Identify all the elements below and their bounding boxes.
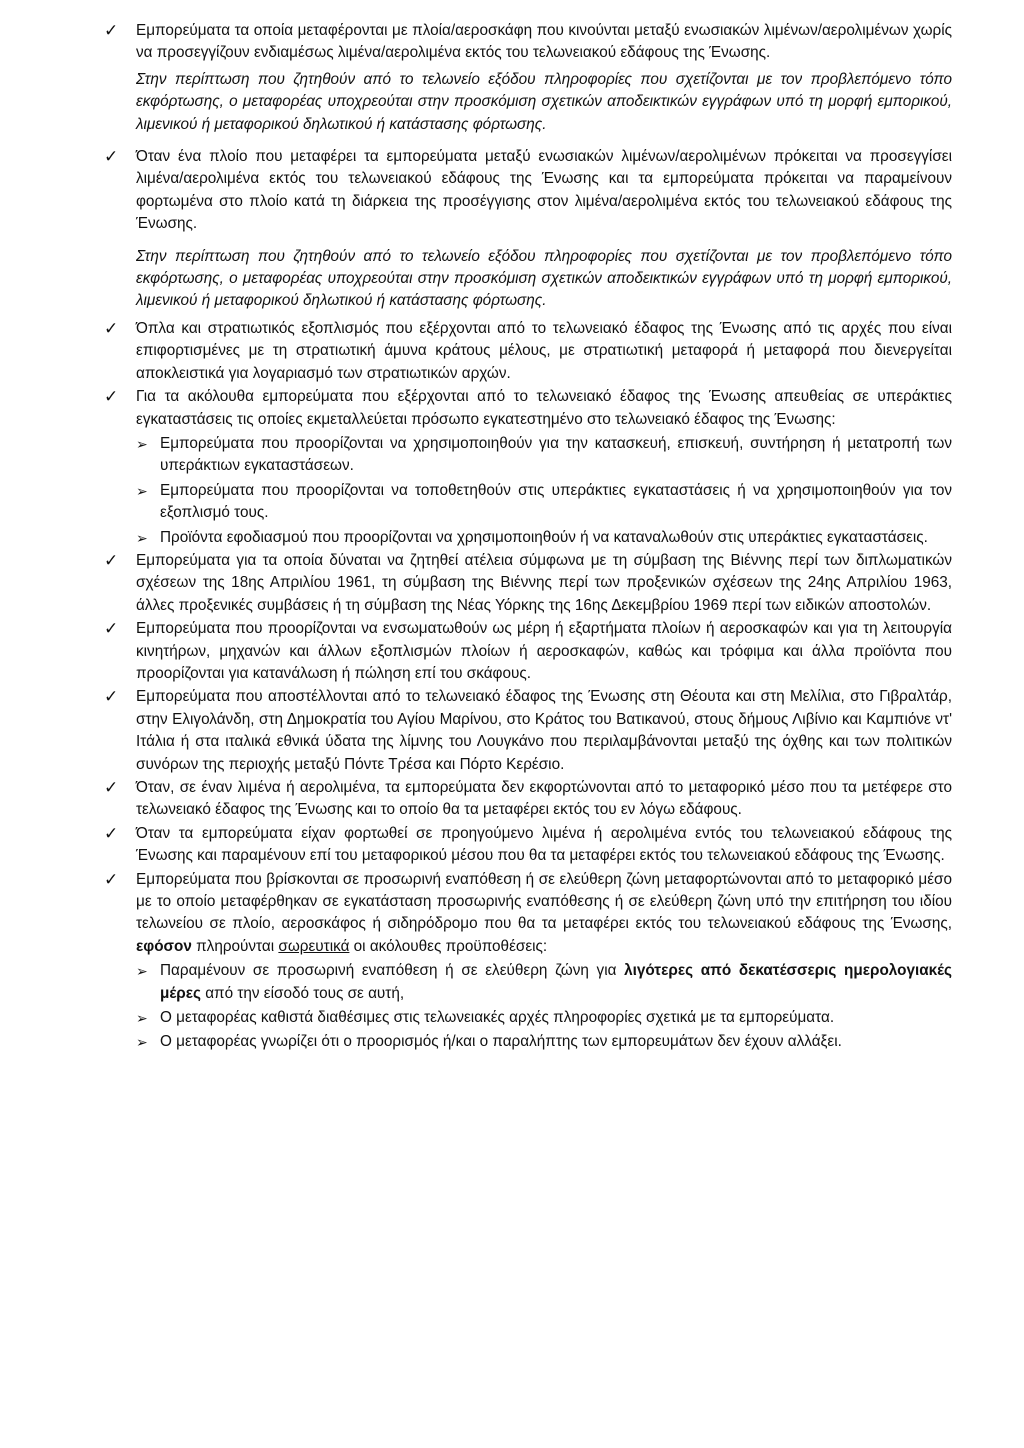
check-icon: ✓ bbox=[104, 823, 119, 843]
item-text: Για τα ακόλουθα εμπορεύματα που εξέρχονται από το τελωνειακό έδαφος της Ένωσης απευθείας σε υπεράκτιες εγκαταστάσεις τις οποίες εκμεταλλεύεται πρόσωπο εγκατεστημένο στο τελωνειακό έδαφος της Ένωσης: bbox=[136, 388, 952, 428]
item-note: Στην περίπτωση που ζητηθούν από το τελωνείο εξόδου πληροφορίες που σχετίζονται με τον προβλεπόμενο τόπο εκφόρτωσης, ο μεταφορέας υποχρεούται στην προσκόμιση σχετικών αποδεικτικών εγγράφων υπό τη μορφή εμπορικού, λιμενικού ή μεταφορικού δηλωτικού ή κατάστασης φόρτωσης. bbox=[136, 70, 952, 133]
list-item bbox=[104, 146, 952, 313]
item-text bbox=[136, 869, 952, 959]
sub-item-text: Ο μεταφορέας γνωρίζει ότι ο προορισμός ή/και ο παραλήπτης των εμπορευμάτων δεν έχουν αλλάξει. bbox=[160, 1033, 842, 1051]
item-text: Όταν ένα πλοίο που μεταφέρει τα εμπορεύματα μεταξύ ενωσιακών λιμένων/αερολιμένων πρόκειται να προσεγγίσει λιμένα/αερολιμένα εκτός του τελωνειακού εδάφους της Ένωσης και τα εμπορεύματα πρόκειται να παραμείνουν φορτωμένα στο πλοίο κατά τη διάρκεια της προσέγγισης στον λιμένα/αερολιμένα εκτός του τελωνειακού εδάφους της Ένωσης. bbox=[136, 148, 952, 233]
item-text-start: Εμπορεύματα που βρίσκονται σε προσωρινή εναπόθεση ή σε ελεύθερη ζώνη μεταφορτώνονται από το μεταφορικό μέσο με το οποίο μεταφέρθηκαν σε εγκατάσταση προσωρινής εναπόθεσης ή σε ελεύθερη ζώνη υπό την επιτήρηση του ιδίου τελωνείου σε πλοίο, αεροσκάφος ή σιδηρόδρομο που θα τα μεταφέρει εκτός του τελωνειακού εδάφους της Ένωσης, bbox=[136, 870, 952, 933]
condition-emphasis: εφόσον bbox=[136, 937, 192, 955]
list-item bbox=[104, 550, 952, 617]
item-text: Όπλα και στρατιωτικός εξοπλισμός που εξέρχονται από το τελωνειακό έδαφος της Ένωσης από τις αρχές που είναι επιφορτισμένες με τη στρατιωτική άμυνα κράτους μέλους, με στρατιωτική μεταφορά ή μεταφορά που διενεργείται αποκλειστικά για λογαριασμό των στρατιωτικών αρχών. bbox=[136, 319, 952, 382]
item-text: Όταν, σε έναν λιμένα ή αερολιμένα, τα εμπορεύματα δεν εκφορτώνονται από το μεταφορικό μέσο που τα μετέφερε στο τελωνειακό έδαφος της Ένωσης και το οποίο θα τα μεταφέρει εκτός του εν λόγω εδάφους. bbox=[136, 779, 952, 819]
cumulative-emphasis: σωρευτικά bbox=[278, 937, 350, 955]
sub-item bbox=[136, 527, 952, 549]
item-text-end: οι ακόλουθες προϋποθέσεις: bbox=[353, 937, 548, 955]
list-item bbox=[104, 386, 952, 549]
sub-item bbox=[136, 480, 952, 525]
item-text: Εμπορεύματα που προορίζονται να ενσωματωθούν ως μέρη ή εξαρτήματα πλοίων ή αεροσκαφών και για τη λειτουργία κινητήρων, μηχανών και άλλων εξοπλισμών πλοίων ή αεροσκαφών, καθώς και τρόφιμα και άλλα προϊόντα που προορίζονται για κατανάλωση ή πώληση επί του σκάφους. bbox=[136, 620, 952, 682]
sub-item bbox=[136, 433, 952, 478]
arrow-icon: ➢ bbox=[136, 1034, 148, 1051]
item-text: Εμπορεύματα για τα οποία δύναται να ζητηθεί ατέλεια σύμφωνα με τη σύμβαση της Βιέννης περί των διπλωματικών σχέσεων της 18ης Απριλίου 1961, τη σύμβαση της Βιέννης περί των προξενικών σχέσεων της 24ης Απριλίου 1963, άλλες προξενικές συμβάσεις ή τη σύμβαση της Νέας Υόρκης της 16ης Δεκεμβρίου 1969 περί των ειδικών αποστολών. bbox=[136, 551, 952, 614]
sub-item bbox=[136, 1007, 952, 1029]
list-item bbox=[104, 20, 952, 136]
list-item bbox=[104, 618, 952, 685]
check-icon: ✓ bbox=[104, 550, 119, 570]
item-text-middle: πληρούνται bbox=[196, 937, 275, 955]
check-icon: ✓ bbox=[104, 318, 119, 338]
item-note: Στην περίπτωση που ζητηθούν από το τελωνείο εξόδου πληροφορίες που σχετίζονται με τον προβλεπόμενο τόπο εκφόρτωσης, ο μεταφορέας υποχρεούται στην προσκόμιση σχετικών αποδεικτικών εγγράφων υπό τη μορφή εμπορικού, λιμενικού ή μεταφορικού δηλωτικού ή κατάστασης φόρτωσης. bbox=[136, 247, 952, 310]
list-item bbox=[104, 318, 952, 385]
check-icon: ✓ bbox=[104, 778, 119, 797]
sub-item-text: Εμπορεύματα που προορίζονται να τοποθετηθούν στις υπεράκτιες εγκαταστάσεις ή να χρησιμοποιηθούν για τον εξοπλισμό τους. bbox=[160, 481, 952, 522]
sub-item-text bbox=[160, 962, 952, 1001]
document-page bbox=[104, 20, 952, 1054]
list-item bbox=[104, 686, 952, 776]
arrow-icon: ➢ bbox=[136, 529, 148, 546]
arrow-icon: ➢ bbox=[136, 963, 148, 980]
check-icon: ✓ bbox=[104, 21, 119, 40]
list-item bbox=[104, 823, 952, 868]
sub-item-text: Εμπορεύματα που προορίζονται να χρησιμοποιηθούν για την κατασκευή, επισκευή, συντήρηση ή μετατροπή των υπεράκτιων εγκαταστάσεων. bbox=[160, 434, 952, 475]
item-text: Εμπορεύματα που αποστέλλονται από το τελωνειακό έδαφος της Ένωσης στη Θέουτα και στη Μελίλια, στο Γιβραλτάρ, στην Ελιγολάνδη, στη Δημοκρατία του Αγίου Μαρίνου, στο Κράτος του Βατικανού, στους δήμους Λιβίνιο και Καμπιόνε ντ' Ιτάλια ή στα ιταλικά εθνικά ύδατα της λίμνης του Λουγκάνο που περιλαμβάνονται μεταξύ της όχθης και των πολιτικών συνόρων της περιοχής μεταξύ Πόντε Τρέσα και Πόρτο Κερέσιο. bbox=[136, 688, 952, 773]
arrow-icon: ➢ bbox=[136, 482, 148, 499]
item-text: Όταν τα εμπορεύματα είχαν φορτωθεί σε προηγούμενο λιμένα ή αερολιμένα εντός του τελωνειακού εδάφους της Ένωσης και παραμένουν επί του μεταφορικού μέσου που θα τα μεταφέρει εκτός του τελωνειακού εδάφους της Ένωσης. bbox=[136, 824, 952, 865]
sub-item-text: Προϊόντα εφοδιασμού που προορίζονται να χρησιμοποιηθούν ή να καταναλωθούν στις υπεράκτιες εγκαταστάσεις. bbox=[160, 528, 928, 546]
arrow-icon: ➢ bbox=[136, 435, 148, 452]
item-text: Εμπορεύματα τα οποία μεταφέρονται με πλοία/αεροσκάφη που κινούνται μεταξύ ενωσιακών λιμένων/αερολιμένων χωρίς να προσεγγίζουν ενδιαμέσως λιμένα/αερολιμένα εκτός του τελωνειακού εδάφους της Ένωσης. bbox=[136, 22, 952, 62]
check-icon: ✓ bbox=[104, 619, 119, 639]
check-icon: ✓ bbox=[104, 687, 119, 707]
sub-item-text-start: Παραμένουν σε προσωρινή εναπόθεση ή σε ελεύθερη ζώνη για bbox=[160, 962, 617, 980]
duration-emphasis: λιγότερες από δεκατέσσερις ημερολογιακές μέρες bbox=[160, 962, 953, 1002]
check-icon: ✓ bbox=[104, 869, 119, 889]
sub-item-text-end: από την είσοδό τους σε αυτή, bbox=[205, 984, 405, 1002]
check-icon: ✓ bbox=[104, 387, 119, 407]
sub-item bbox=[136, 1031, 952, 1053]
check-icon: ✓ bbox=[104, 147, 119, 167]
list-item bbox=[104, 777, 952, 822]
sub-item-text: Ο μεταφορέας καθιστά διαθέσιμες στις τελωνειακές αρχές πληροφορίες σχετικά με τα εμπορεύματα. bbox=[160, 1009, 835, 1027]
list-item bbox=[104, 869, 952, 1054]
sub-item bbox=[136, 960, 952, 1005]
arrow-icon: ➢ bbox=[136, 1010, 148, 1027]
